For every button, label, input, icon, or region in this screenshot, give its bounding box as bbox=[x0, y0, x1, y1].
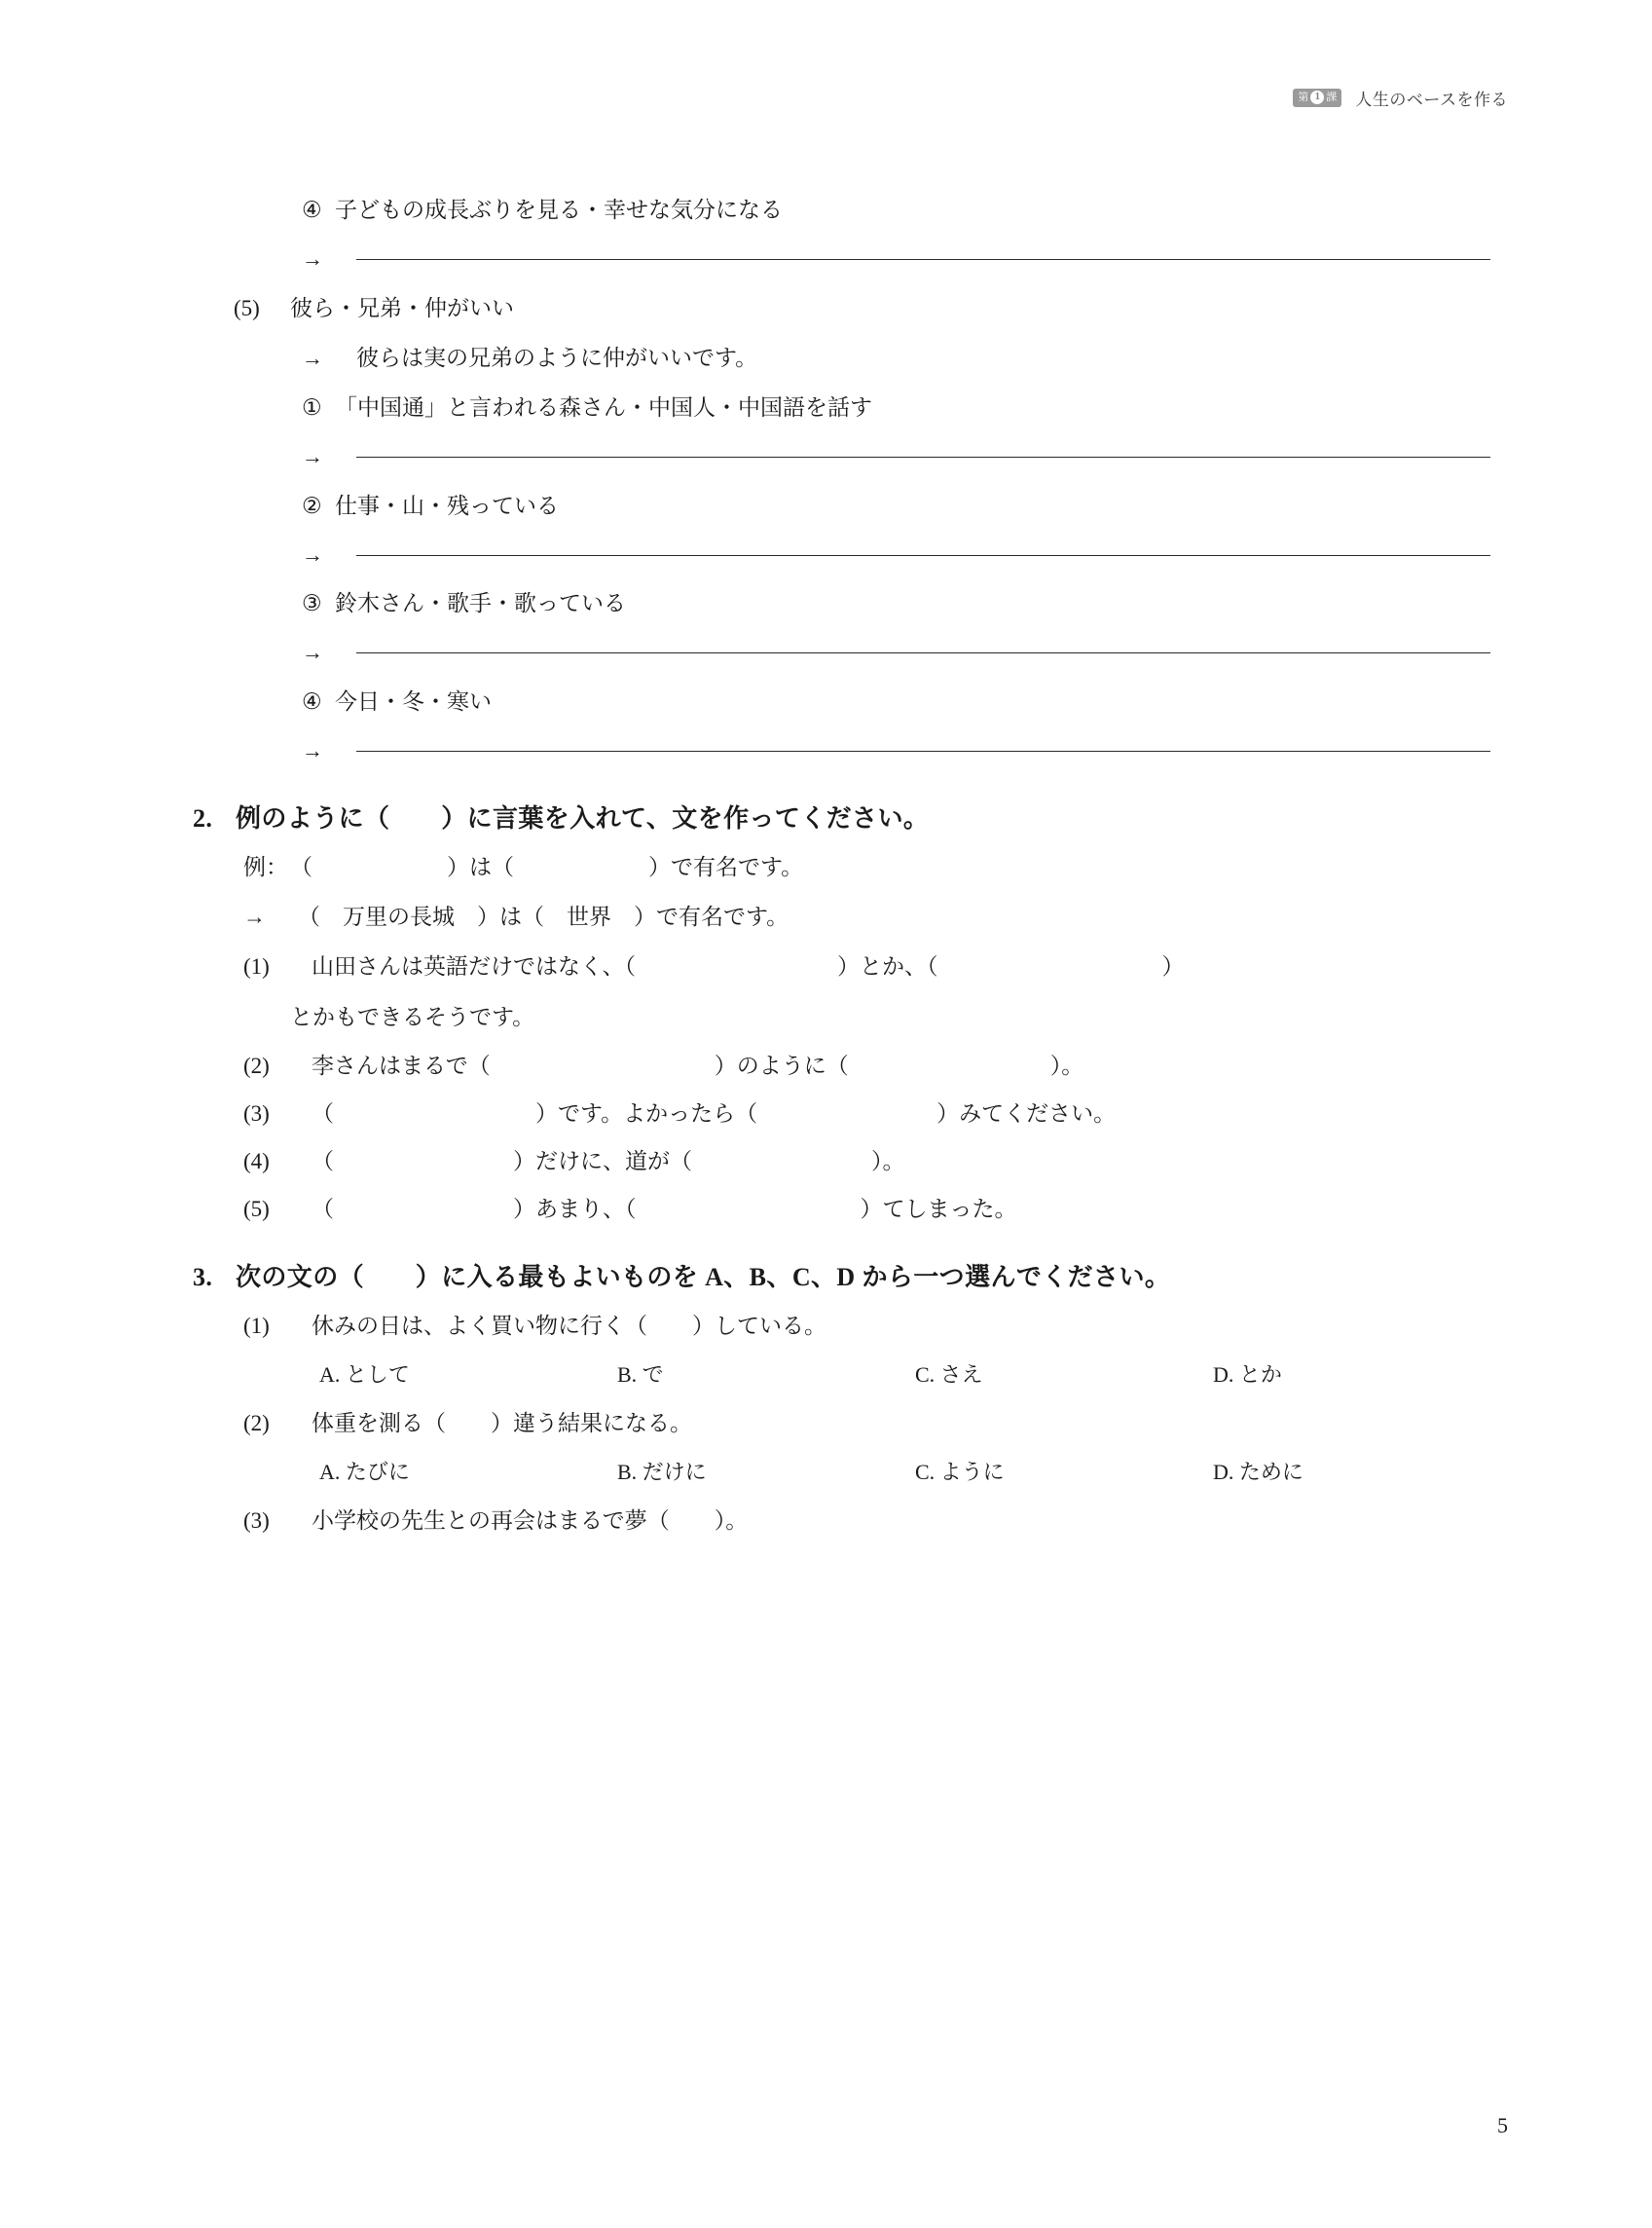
write-in-rule[interactable] bbox=[356, 457, 1490, 458]
arrow-icon: → bbox=[302, 738, 323, 763]
question-row bbox=[0, 1098, 1652, 1129]
answer-blank-row bbox=[0, 638, 1652, 667]
question-row bbox=[0, 951, 1652, 982]
question-label: (1) bbox=[243, 953, 270, 979]
write-in-rule[interactable] bbox=[356, 555, 1490, 556]
example-prompt-row bbox=[0, 852, 1652, 882]
header-title: 人生のベースを作る bbox=[1355, 91, 1508, 109]
question-label: (5) bbox=[243, 1197, 270, 1222]
option-d[interactable]: D. ために bbox=[1213, 1460, 1303, 1485]
item-text: 仕事・山・残っている bbox=[335, 493, 559, 518]
option-row bbox=[0, 1456, 1652, 1486]
write-in-rule[interactable] bbox=[356, 652, 1490, 653]
question-text: （ ）です。よかったら（ ）みてください。 bbox=[312, 1100, 1117, 1126]
section-number: 2. bbox=[193, 803, 213, 833]
list-item bbox=[0, 195, 1652, 225]
question-label: (2) bbox=[243, 1411, 270, 1436]
page-number: 5 bbox=[1497, 2113, 1508, 2137]
section-2-heading bbox=[0, 798, 1652, 835]
option-row bbox=[0, 1358, 1652, 1389]
question-row bbox=[0, 1146, 1652, 1176]
option-c[interactable]: C. ように bbox=[915, 1460, 1005, 1485]
item-label: ④ bbox=[302, 198, 322, 222]
answer-blank-row bbox=[0, 540, 1652, 570]
sample-answer-text: 彼らは実の兄弟のように仲がいいです。 bbox=[356, 345, 758, 370]
option-a[interactable]: A. として bbox=[319, 1362, 410, 1388]
question-label: (1) bbox=[243, 1314, 270, 1339]
item-text: 子どもの成長ぶりを見る・幸せな気分になる bbox=[335, 198, 783, 222]
list-item bbox=[0, 491, 1652, 521]
chapter-number: 1 bbox=[1310, 91, 1324, 104]
item-text: 鈴木さん・歌手・歌っている bbox=[335, 591, 626, 616]
example-answer-text: （ 万里の長城 ）は（ 世界 ）で有名です。 bbox=[298, 904, 789, 929]
sample-answer-row bbox=[0, 343, 1652, 373]
item-label: ② bbox=[302, 493, 322, 518]
item-text: 「中国通」と言われる森さん・中国人・中国語を話す bbox=[335, 394, 872, 420]
question-row bbox=[0, 1194, 1652, 1224]
page-header bbox=[1293, 86, 1508, 110]
question-text: （ ）あまり、（ ）てしまった。 bbox=[312, 1197, 1017, 1222]
example-prompt-text: （ ）は（ ）で有名です。 bbox=[290, 854, 804, 879]
section-title: 例のように（ ）に言葉を入れて、文を作ってください。 bbox=[236, 803, 930, 833]
example-label: 例： bbox=[243, 854, 288, 879]
section-title: 次の文の（ ）に入る最もよいものを A、B、C、D から一つ選んでください。 bbox=[236, 1263, 1171, 1292]
option-b[interactable]: B. だけに bbox=[617, 1460, 707, 1485]
question-text: 彼ら・兄弟・仲がいい bbox=[290, 295, 514, 320]
page-content bbox=[0, 195, 1652, 1553]
question-label: (3) bbox=[243, 1508, 270, 1534]
section-3-heading bbox=[0, 1257, 1652, 1293]
question-text: 李さんはまるで（ ）のように（ ）。 bbox=[312, 1053, 1084, 1078]
question-text: 山田さんは英語だけではなく、（ ）とか、（ ） bbox=[312, 953, 1185, 979]
arrow-icon: → bbox=[302, 345, 323, 370]
arrow-icon: → bbox=[302, 443, 323, 468]
item-text: 今日・冬・寒い bbox=[335, 689, 492, 715]
exercise-1-tail bbox=[0, 195, 1652, 765]
question-row bbox=[0, 293, 1652, 323]
answer-blank-row bbox=[0, 244, 1652, 274]
question-row bbox=[0, 1051, 1652, 1081]
option-a[interactable]: A. たびに bbox=[319, 1460, 410, 1485]
question-text: 休みの日は、よく買い物に行く（ ）している。 bbox=[312, 1314, 826, 1339]
item-label: ③ bbox=[302, 591, 322, 616]
chapter-label-left: 第 bbox=[1298, 91, 1309, 103]
example-answer-row bbox=[0, 902, 1652, 932]
option-d[interactable]: D. とか bbox=[1213, 1362, 1282, 1388]
question-row bbox=[0, 1408, 1652, 1438]
question-label: (2) bbox=[243, 1053, 270, 1078]
exercise-3 bbox=[0, 1257, 1652, 1536]
item-label: ④ bbox=[302, 689, 322, 715]
option-c[interactable]: C. さえ bbox=[915, 1362, 983, 1388]
write-in-rule[interactable] bbox=[356, 259, 1490, 260]
exercise-2 bbox=[0, 798, 1652, 1224]
arrow-icon: → bbox=[302, 640, 323, 665]
arrow-icon: → bbox=[243, 904, 266, 929]
question-label: (5) bbox=[234, 295, 260, 320]
option-b[interactable]: B. で bbox=[617, 1362, 664, 1388]
arrow-icon: → bbox=[302, 541, 323, 567]
write-in-rule[interactable] bbox=[356, 751, 1490, 752]
item-label: ① bbox=[302, 394, 322, 420]
question-row bbox=[0, 1311, 1652, 1341]
question-label: (4) bbox=[243, 1149, 270, 1173]
answer-blank-row bbox=[0, 736, 1652, 765]
list-item bbox=[0, 392, 1652, 423]
chapter-badge bbox=[1293, 89, 1341, 107]
question-text: 体重を測る（ ）違う結果になる。 bbox=[312, 1411, 692, 1436]
question-text-continuation: とかもできるそうです。 bbox=[290, 1004, 535, 1029]
arrow-icon: → bbox=[302, 246, 323, 272]
answer-blank-row bbox=[0, 442, 1652, 471]
section-number: 3. bbox=[193, 1263, 213, 1292]
question-text: 小学校の先生との再会はまるで夢（ ）。 bbox=[312, 1508, 749, 1534]
list-item bbox=[0, 588, 1652, 618]
list-item bbox=[0, 687, 1652, 717]
chapter-label-right: 課 bbox=[1326, 91, 1338, 103]
question-label: (3) bbox=[243, 1100, 270, 1126]
question-row bbox=[0, 1505, 1652, 1536]
question-text: （ ）だけに、道が（ ）。 bbox=[312, 1149, 905, 1173]
